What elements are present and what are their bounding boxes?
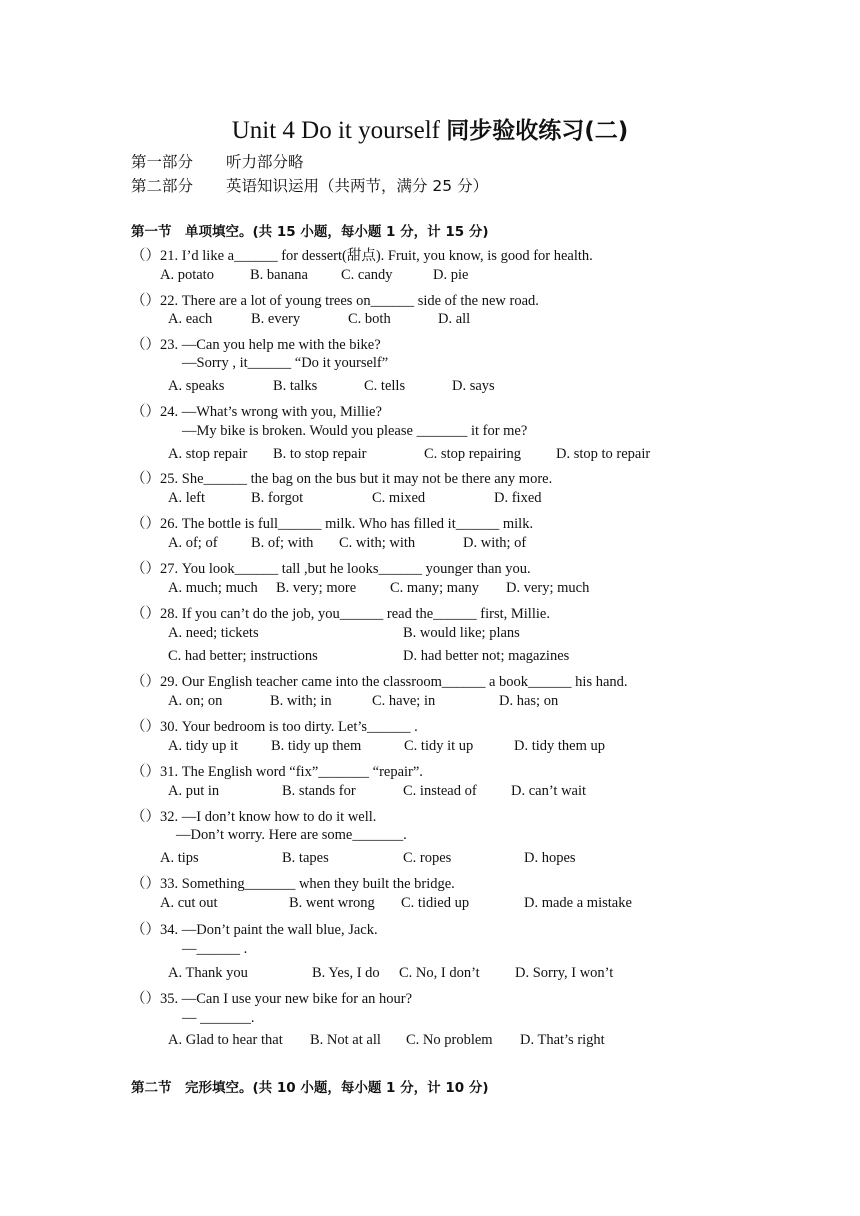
option: C. mixed [372, 490, 426, 506]
option: D. all [438, 311, 471, 327]
option: D. has; on [499, 693, 559, 709]
option: A. tips [160, 850, 199, 866]
title-main: Unit 4 Do it yourself [231, 117, 441, 144]
question-stem: （）23. —Can you help me with the bike? [131, 337, 381, 353]
option: C. tells [364, 378, 406, 394]
question-stem: （）27. You look______ tall ,but he looks______ younger than you. [131, 561, 531, 577]
option: A. each [168, 311, 213, 327]
option: D. can’t wait [511, 783, 587, 799]
option: C. have; in [372, 693, 436, 709]
part-text: 英语知识运用（共两节，满分 25 分） [226, 177, 489, 195]
option: D. says [452, 378, 495, 394]
option: A. put in [168, 783, 220, 799]
option: B. tapes [282, 850, 329, 866]
option: B. banana [250, 267, 308, 283]
option: A. speaks [168, 378, 225, 394]
part-label: 第二部分 [131, 177, 194, 195]
option: B. with; in [270, 693, 332, 709]
option: B. talks [273, 378, 318, 394]
option: C. many; many [390, 580, 480, 596]
option: B. Not at all [310, 1032, 381, 1048]
question-stem: （）29. Our English teacher came into the classroom______ a book______ his hand. [131, 674, 628, 690]
option: A. Glad to hear that [168, 1032, 283, 1048]
option: B. would like; plans [403, 625, 520, 641]
option: D. pie [433, 267, 469, 283]
option: B. every [251, 311, 301, 327]
option: C. had better; instructions [168, 648, 318, 664]
question-stem: （）31. The English word “fix”_______ “repair”. [131, 764, 423, 780]
option: B. of; with [251, 535, 314, 551]
option: D. very; much [506, 580, 590, 596]
option: A. stop repair [168, 446, 248, 462]
question-stem: （）21. I’d like a______ for dessert(甜点). Fruit, you know, is good for health. [131, 248, 593, 264]
option: C. ropes [403, 850, 452, 866]
option: C. with; with [339, 535, 416, 551]
section-2-heading: 第二节 完形填空。(共 10 小题，每小题 1 分，计 10 分) [131, 1080, 489, 1096]
option: B. went wrong [289, 895, 375, 911]
option: A. left [168, 490, 206, 506]
option: C. stop repairing [424, 446, 522, 462]
option: C. No, I don’t [399, 965, 480, 981]
option: A. on; on [168, 693, 223, 709]
option: B. very; more [276, 580, 357, 596]
option: A. tidy up it [168, 738, 239, 754]
option: D. hopes [524, 850, 576, 866]
question-reply: —______ . [182, 941, 248, 957]
title-cn: 同步验收练习(二) [446, 118, 629, 144]
option: D. stop to repair [556, 446, 651, 462]
option: C. tidy it up [404, 738, 474, 754]
question-stem: （）25. She______ the bag on the bus but it may not be there any more. [131, 471, 553, 487]
option: C. instead of [403, 783, 477, 799]
option: C. tidied up [401, 895, 470, 911]
part-text: 听力部分略 [226, 153, 304, 171]
option: C. No problem [406, 1032, 493, 1048]
option: A. much; much [168, 580, 258, 596]
option: C. candy [341, 267, 393, 283]
option: D. fixed [494, 490, 542, 506]
part-2-heading [131, 174, 488, 196]
question-stem: （）34. —Don’t paint the wall blue, Jack. [131, 922, 378, 938]
question-stem: （）22. There are a lot of young trees on______ side of the new road. [131, 293, 539, 309]
option: C. both [348, 311, 391, 327]
part-1-heading [131, 150, 304, 172]
part-label: 第一部分 [131, 153, 194, 171]
question-stem: （）33. Something_______ when they built the bridge. [131, 876, 455, 892]
option: B. forgot [251, 490, 304, 506]
question-stem: （）30. Your bedroom is too dirty. Let’s______ . [131, 719, 418, 735]
option: D. That’s right [520, 1032, 605, 1048]
option: B. tidy up them [271, 738, 362, 754]
option: B. to stop repair [273, 446, 367, 462]
option: D. with; of [463, 535, 527, 551]
question-stem: （）35. —Can I use your new bike for an hour? [131, 991, 413, 1007]
option: A. of; of [168, 535, 218, 551]
section-1-heading: 第一节 单项填空。(共 15 小题，每小题 1 分，计 15 分) [131, 224, 489, 240]
option: D. had better not; magazines [403, 648, 570, 664]
option: A. potato [160, 267, 214, 283]
page-title [0, 112, 860, 145]
question-reply: —My bike is broken. Would you please _______ it for me? [182, 423, 528, 439]
question-stem: （）32. —I don’t know how to do it well. [131, 809, 377, 825]
option: B. stands for [282, 783, 356, 799]
option: A. need; tickets [168, 625, 259, 641]
question-reply: — _______. [182, 1010, 255, 1026]
option: D. Sorry, I won’t [515, 965, 614, 981]
question-stem: （）26. The bottle is full______ milk. Who has filled it______ milk. [131, 516, 534, 532]
option: D. tidy them up [514, 738, 606, 754]
question-stem: （）28. If you can’t do the job, you______ read the______ first, Millie. [131, 606, 550, 622]
option: B. Yes, I do [312, 965, 380, 981]
option: D. made a mistake [524, 895, 632, 911]
option: A. cut out [160, 895, 218, 911]
question-reply: —Sorry , it______ “Do it yourself” [182, 355, 389, 371]
option: A. Thank you [168, 965, 248, 981]
question-stem: （）24. —What’s wrong with you, Millie? [131, 404, 382, 420]
question-reply: —Don’t worry. Here are some_______. [176, 827, 407, 843]
